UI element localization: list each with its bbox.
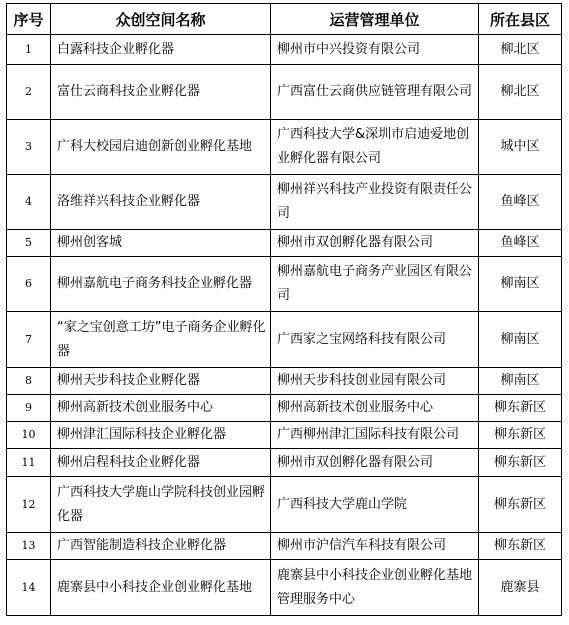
district-cell: 柳北区 xyxy=(479,65,562,120)
space-name-cell: 富仕云商科技企业孵化器 xyxy=(51,65,271,120)
district-cell: 柳东新区 xyxy=(479,477,562,533)
space-name-cell: 洛维祥兴科技企业孵化器 xyxy=(51,175,271,230)
operator-cell: 柳州祥兴科技产业投资有限责任公司 xyxy=(271,175,479,230)
table-row xyxy=(7,257,562,312)
space-name-cell: 广西智能制造科技企业孵化器 xyxy=(51,533,271,560)
space-name-cell: 柳州创客城 xyxy=(51,230,271,257)
operator-cell: 柳州市双创孵化器有限公司 xyxy=(271,449,479,477)
seq-cell: 5 xyxy=(7,230,51,257)
district-cell: 柳东新区 xyxy=(479,395,562,422)
table-row xyxy=(7,533,562,560)
operator-cell: 广西富仕云商供应链管理有限公司 xyxy=(271,65,479,120)
table-row xyxy=(7,35,562,65)
operator-cell: 广西科技大学&深圳市启迪爱地创业孵化器有限公司 xyxy=(271,120,479,175)
table-row xyxy=(7,120,562,175)
seq-cell: 10 xyxy=(7,422,51,449)
seq-cell: 4 xyxy=(7,175,51,230)
table-row xyxy=(7,368,562,395)
district-cell: 鹿寨县 xyxy=(479,560,562,616)
seq-cell: 3 xyxy=(7,120,51,175)
table-row xyxy=(7,175,562,230)
space-name-cell: 广西科技大学鹿山学院科技创业园孵化器 xyxy=(51,477,271,533)
space-name-cell: 白露科技企业孵化器 xyxy=(51,35,271,65)
space-name-cell: “家之宝创意工坊”电子商务企业孵化器 xyxy=(51,312,271,368)
district-cell: 鱼峰区 xyxy=(479,175,562,230)
seq-cell: 6 xyxy=(7,257,51,312)
district-cell: 柳南区 xyxy=(479,312,562,368)
seq-cell: 1 xyxy=(7,35,51,65)
operator-cell: 柳州市双创孵化器有限公司 xyxy=(271,230,479,257)
district-cell: 柳东新区 xyxy=(479,449,562,477)
incubator-table xyxy=(6,3,562,616)
operator-cell: 广西科技大学鹿山学院 xyxy=(271,477,479,533)
table-row xyxy=(7,560,562,616)
space-name-cell: 鹿寨县中小科技企业创业孵化基地 xyxy=(51,560,271,616)
seq-cell: 11 xyxy=(7,449,51,477)
space-name-cell: 柳州嘉航电子商务科技企业孵化器 xyxy=(51,257,271,312)
district-cell: 柳东新区 xyxy=(479,533,562,560)
header-seq: 序号 xyxy=(7,4,51,35)
seq-cell: 8 xyxy=(7,368,51,395)
district-cell: 鱼峰区 xyxy=(479,230,562,257)
operator-cell: 柳州市中兴投资有限公司 xyxy=(271,35,479,65)
table-row xyxy=(7,422,562,449)
operator-cell: 鹿寨县中小科技企业创业孵化基地管理服务中心 xyxy=(271,560,479,616)
district-cell: 城中区 xyxy=(479,120,562,175)
seq-cell: 12 xyxy=(7,477,51,533)
space-name-cell: 柳州高新技术创业服务中心 xyxy=(51,395,271,422)
district-cell: 柳东新区 xyxy=(479,422,562,449)
space-name-cell: 广科大校园启迪创新创业孵化基地 xyxy=(51,120,271,175)
space-name-cell: 柳州津汇国际科技企业孵化器 xyxy=(51,422,271,449)
space-name-cell: 柳州天步科技企业孵化器 xyxy=(51,368,271,395)
seq-cell: 7 xyxy=(7,312,51,368)
header-name: 众创空间名称 xyxy=(51,4,271,35)
district-cell: 柳北区 xyxy=(479,35,562,65)
operator-cell: 柳州嘉航电子商务产业园区有限公司 xyxy=(271,257,479,312)
table-row xyxy=(7,65,562,120)
space-name-cell: 柳州启程科技企业孵化器 xyxy=(51,449,271,477)
district-cell: 柳南区 xyxy=(479,257,562,312)
seq-cell: 13 xyxy=(7,533,51,560)
header-row xyxy=(7,4,562,35)
seq-cell: 9 xyxy=(7,395,51,422)
header-district: 所在县区 xyxy=(479,4,562,35)
operator-cell: 广西家之宝网络科技有限公司 xyxy=(271,312,479,368)
district-cell: 柳南区 xyxy=(479,368,562,395)
seq-cell: 14 xyxy=(7,560,51,616)
table-row xyxy=(7,449,562,477)
table-row xyxy=(7,395,562,422)
operator-cell: 柳州市沪信汽车科技有限公司 xyxy=(271,533,479,560)
table-row xyxy=(7,230,562,257)
operator-cell: 柳州高新技术创业服务中心 xyxy=(271,395,479,422)
operator-cell: 柳州天步科技创业园有限公司 xyxy=(271,368,479,395)
seq-cell: 2 xyxy=(7,65,51,120)
table-row xyxy=(7,477,562,533)
header-org: 运营管理单位 xyxy=(271,4,479,35)
operator-cell: 广西柳州津汇国际科技有限公司 xyxy=(271,422,479,449)
table-row xyxy=(7,312,562,368)
